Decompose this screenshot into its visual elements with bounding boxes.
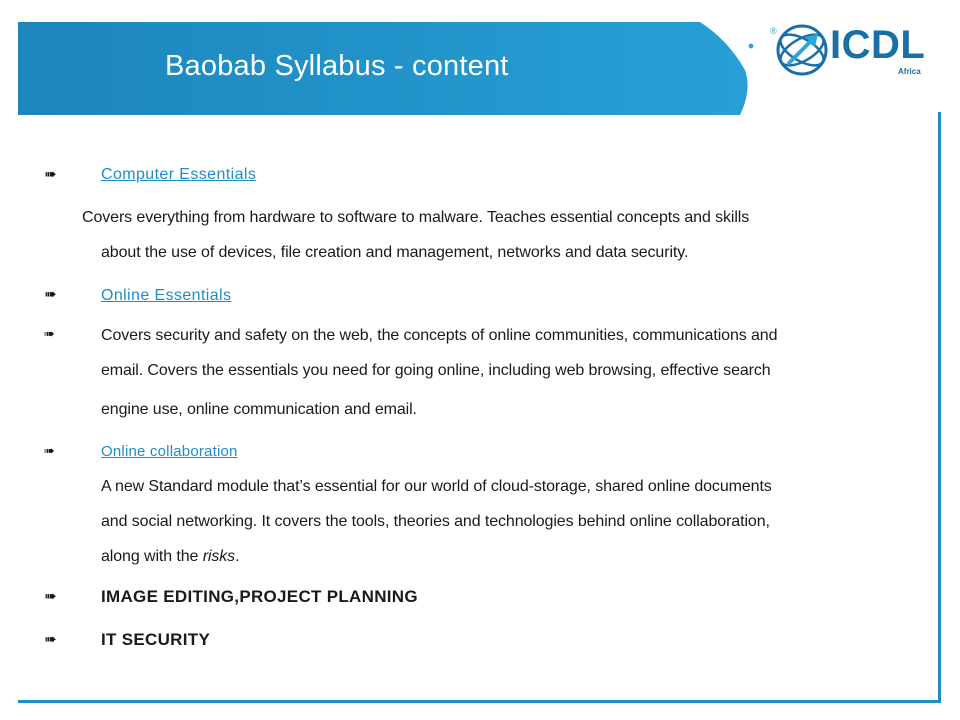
- online-essentials-line-3: engine use, online communication and email.: [101, 401, 417, 418]
- item-image-editing-project-planning: IMAGE EDITING,PROJECT PLANNING: [101, 587, 418, 606]
- item-it-security: IT SECURITY: [101, 630, 211, 649]
- bullet-arrow-icon: ➠: [44, 588, 57, 605]
- line-3-period: .: [235, 548, 240, 565]
- link-online-essentials[interactable]: Online Essentials: [101, 287, 232, 304]
- computer-essentials-line-2: about the use of devices, file creation and management, networks and data security.: [101, 244, 689, 261]
- online-essentials-line-2: email. Covers the essentials you need for going online, including web browsing, effective search: [101, 362, 771, 379]
- bullet-arrow-icon: ➠: [44, 286, 57, 303]
- online-collaboration-line-2: and social networking. It covers the tools, theories and technologies behind online collaboration,: [101, 513, 770, 530]
- bullet-arrow-icon: ➠: [44, 326, 55, 341]
- page-title: Baobab Syllabus - content: [165, 50, 509, 82]
- risks-emphasis: risks: [202, 548, 236, 565]
- online-essentials-line-1: Covers security and safety on the web, the concepts of online communities, communications and: [101, 327, 778, 344]
- online-collaboration-line-3: [101, 539, 239, 574]
- logo-registered-mark: ®: [770, 26, 777, 36]
- bullet-arrow-icon: ➠: [44, 443, 55, 458]
- online-collaboration-line-3-text: along with the: [101, 548, 203, 565]
- link-computer-essentials[interactable]: Computer Essentials: [101, 166, 257, 183]
- bullet-arrow-icon: ➠: [44, 166, 57, 183]
- computer-essentials-line-1: Covers everything from hardware to software to malware. Teaches essential concepts and skills: [82, 209, 750, 226]
- link-online-collaboration[interactable]: Online collaboration: [101, 443, 238, 460]
- bullet-arrow-icon: ➠: [44, 631, 57, 648]
- logo-subtitle: Africa: [898, 67, 921, 76]
- online-collaboration-line-1: A new Standard module that’s essential for our world of cloud-storage, shared online documents: [101, 478, 772, 495]
- logo-wordmark: ICDL: [830, 23, 926, 67]
